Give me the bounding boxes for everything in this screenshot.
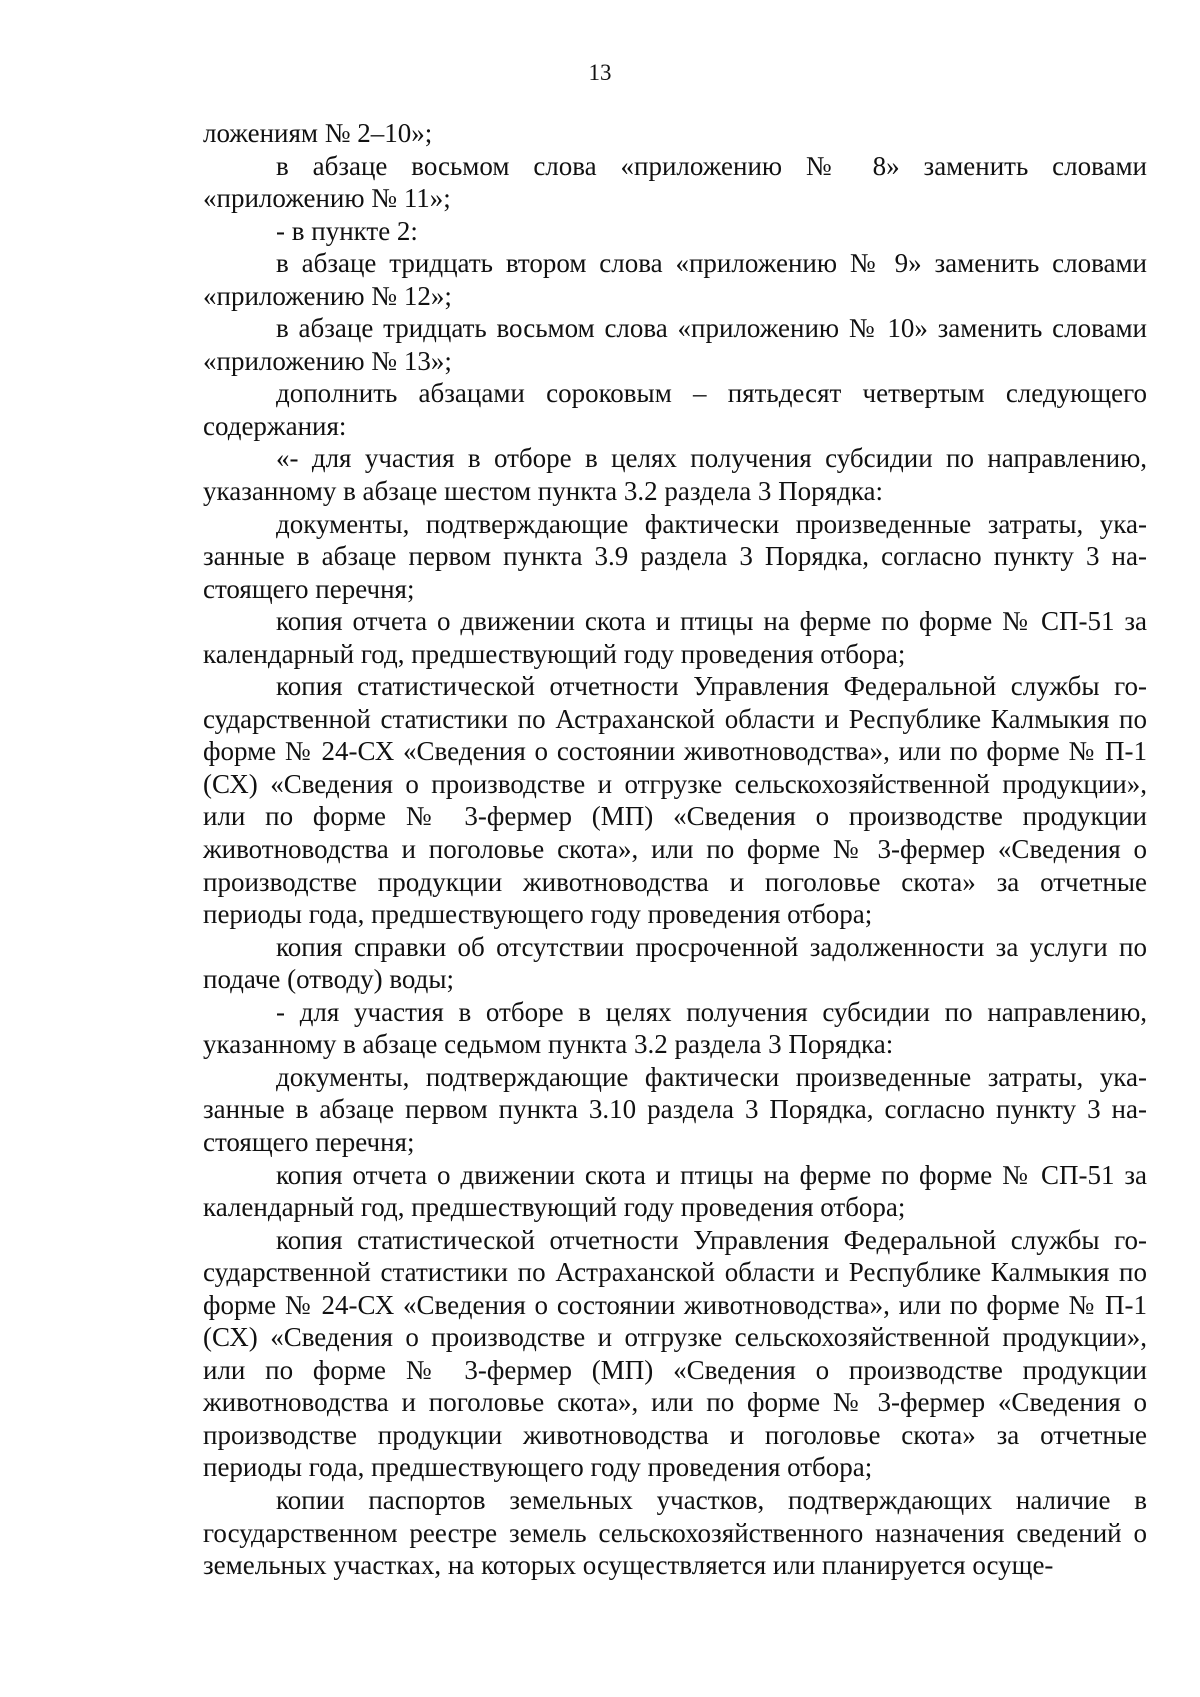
paragraph: документы, подтверждающие фактически произведенные затраты, указанные в абзаце первом пункта 3.10 раздела 3 Порядка, согласно пункту 3 настоящего перечня; <box>203 1061 1147 1157</box>
paragraph: в абзаце тридцать втором слова «приложению № 9» заменить словами «приложению № 12»; <box>203 248 1147 311</box>
page-number: 13 <box>588 60 612 85</box>
paragraph: копия отчета о движении скота и птицы на ферме по форме № СП-51 за календарный год, предшествующий году проведения отбора; <box>203 606 1147 669</box>
document-body <box>203 117 1147 1582</box>
paragraph: копия статистической отчетности Управления Федеральной службы государственной статистики по Астраханской области и Республике Калмыкия по форме № 24-СХ «Сведения о состоянии животноводства», или по форме № П-1 (СХ) «Сведения о производстве и отгрузке сельскохозяйственной продукции», или по форме № 3-фермер (МП) «Сведения о производстве продукции животноводства и поголовье скота», или по форме № 3-фермер «Сведения о производстве продукции животноводства и поголовье скота» за отчетные периоды года, предшествующего году проведения отбора; <box>203 671 1147 930</box>
paragraph: - в пункте 2: <box>276 215 418 246</box>
paragraph: - для участия в отборе в целях получения субсидии по направлению, указанному в абзаце седьмом пункта 3.2 раздела 3 Порядка: <box>203 996 1147 1060</box>
paragraph: дополнить абзацами сороковым – пятьдесят четвертым следующего содержания: <box>203 378 1147 441</box>
paragraph: копия справки об отсутствии просроченной задолженности за услуги по подаче (отводу) воды; <box>203 931 1147 995</box>
paragraph: «- для участия в отборе в целях получения субсидии по направлению, указанному в абзаце шестом пункта 3.2 раздела 3 Порядка: <box>203 443 1147 507</box>
paragraph: в абзаце тридцать восьмом слова «приложению № 10» заменить словами «приложению № 13»; <box>203 313 1147 376</box>
paragraph: в абзаце восьмом слова «приложению № 8» заменить словами «приложению № 11»; <box>203 150 1147 214</box>
paragraph: копия отчета о движении скота и птицы на ферме по форме № СП-51 за календарный год, предшествующий году проведения отбора; <box>203 1159 1147 1223</box>
paragraph: документы, подтверждающие фактически произведенные затраты, указанные в абзаце первом пункта 3.9 раздела 3 Порядка, согласно пункту 3 настоящего перечня; <box>203 508 1147 604</box>
paragraph: копии паспортов земельных участков, подтверждающих наличие в государственном реестре земель сельскохозяйственного назначения сведений о земельных участках, на которых осуществляется или планируется осуще- <box>203 1484 1147 1581</box>
paragraph: копия статистической отчетности Управления Федеральной службы государственной статистики по Астраханской области и Республике Калмыкия по форме № 24-СХ «Сведения о состоянии животноводства», или по форме № П-1 (СХ) «Сведения о производстве и отгрузке сельскохозяйственной продукции», или по форме № 3-фермер (МП) «Сведения о производстве продукции животноводства и поголовье скота», или по форме № 3-фермер «Сведения о производстве продукции животноводства и поголовье скота» за отчетные периоды года, предшествующего году проведения отбора; <box>203 1224 1147 1483</box>
paragraph: ложениям № 2–10»; <box>203 118 433 148</box>
